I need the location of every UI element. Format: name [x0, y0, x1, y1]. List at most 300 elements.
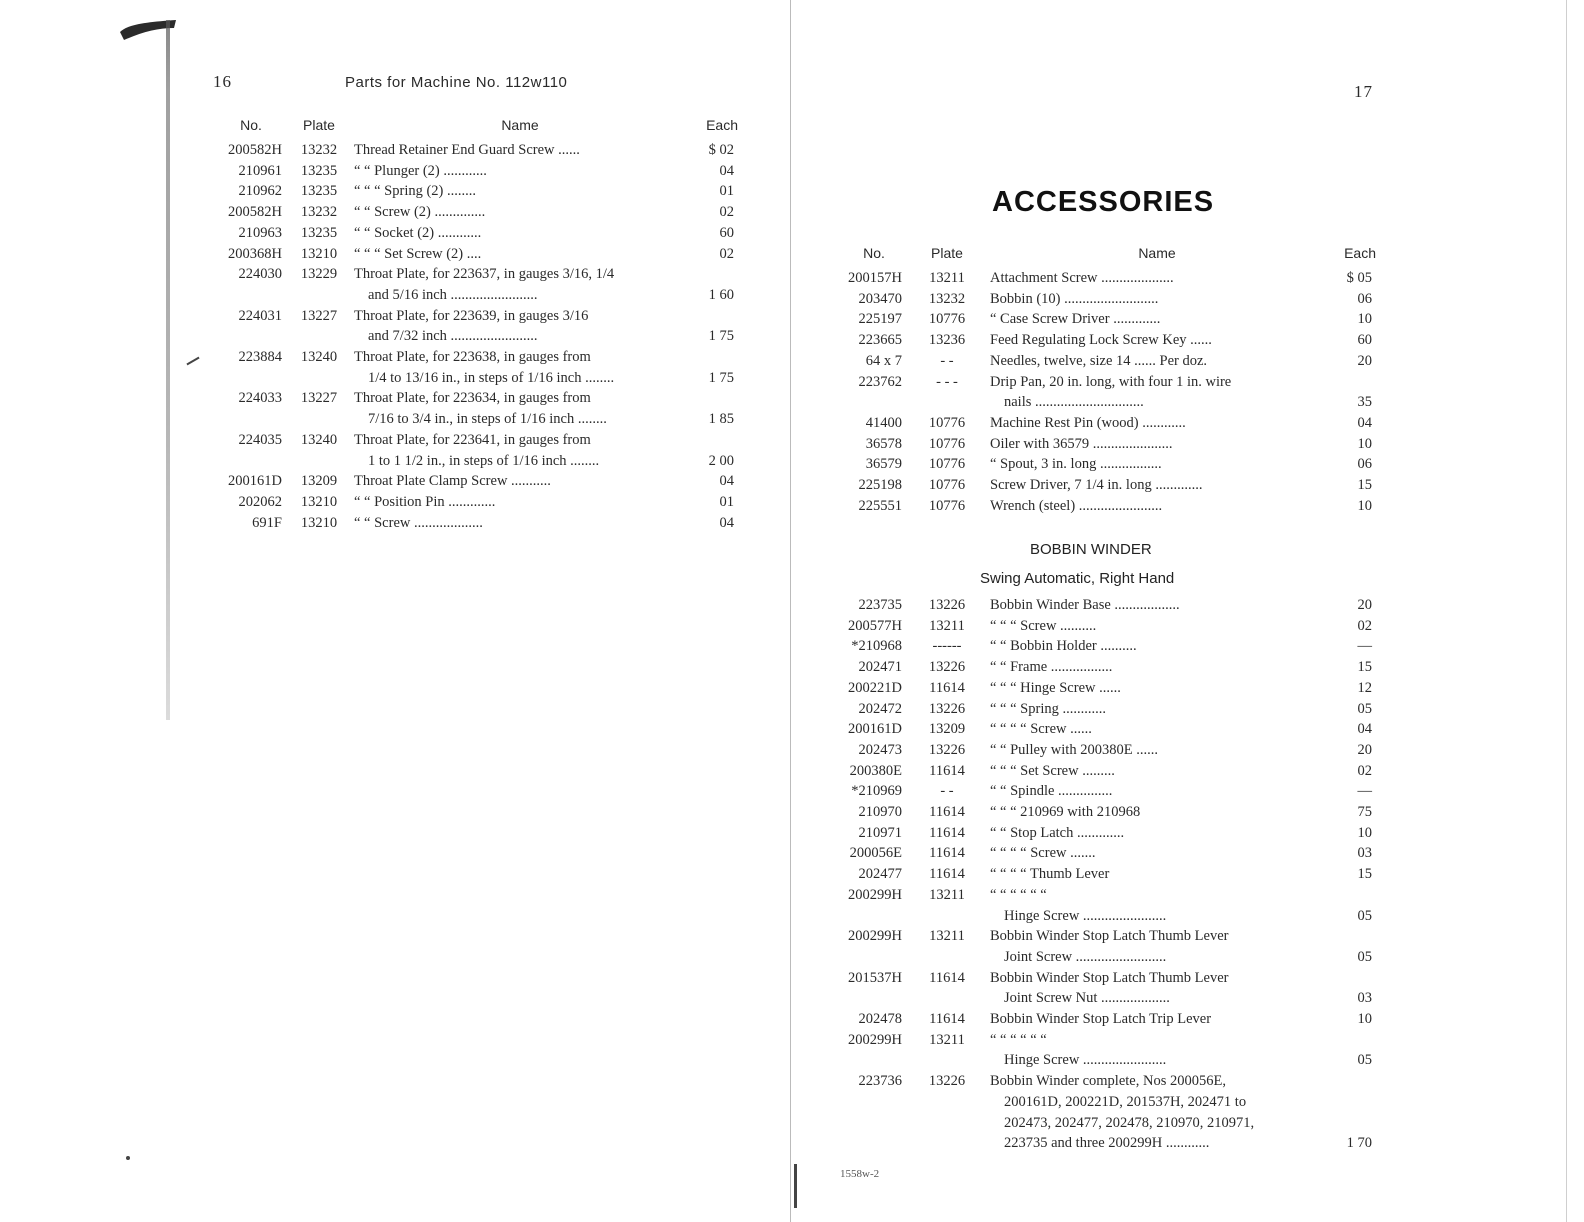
unit-price: 04 — [1357, 721, 1372, 738]
plate-number: 10776 — [928, 497, 966, 514]
part-number — [840, 906, 908, 927]
table-row — [840, 309, 1376, 330]
table-row — [214, 326, 738, 347]
unit-price — [690, 264, 738, 285]
part-name: Screw Driver, 7 1/4 in. long ............. — [990, 477, 1203, 494]
part-name: Wrench (steel) ....................... — [990, 497, 1163, 514]
plate-number: 11614 — [929, 866, 965, 883]
table-row — [840, 885, 1376, 906]
part-number — [840, 392, 908, 413]
bobbin-winder-title: BOBBIN WINDER — [1030, 541, 1152, 558]
part-number: 202472 — [858, 700, 902, 717]
plate-number — [288, 326, 350, 347]
part-number: 202473 — [858, 741, 902, 758]
part-number: 36578 — [865, 435, 902, 452]
part-name: “ Case Screw Driver ............. — [990, 311, 1161, 328]
part-name: Bobbin Winder complete, Nos 200056E, — [990, 1073, 1226, 1090]
part-name: Bobbin (10) .......................... — [990, 290, 1159, 307]
part-number — [214, 326, 288, 347]
part-name: 7/16 to 3/4 in., in steps of 1/16 inch ........ — [368, 411, 607, 428]
table-row — [840, 1133, 1376, 1154]
unit-price: 04 — [719, 162, 734, 179]
table-row — [840, 926, 1376, 947]
part-name: 202473, 202477, 202478, 210970, 210971, — [1004, 1114, 1255, 1131]
table-row — [214, 140, 738, 161]
unit-price: 15 — [1357, 866, 1372, 883]
unit-price: — — [1357, 638, 1372, 655]
binding-tick-mark — [794, 1164, 797, 1208]
part-number: *210968 — [851, 638, 902, 655]
part-number: 223665 — [858, 332, 902, 349]
table-row — [214, 471, 738, 492]
part-name: Feed Regulating Lock Screw Key ...... — [990, 332, 1212, 349]
part-number: *210969 — [851, 783, 902, 800]
unit-price — [690, 388, 738, 409]
part-number: 224033 — [238, 390, 282, 407]
unit-price — [1328, 1071, 1376, 1092]
part-number: 224035 — [238, 431, 282, 448]
table-row — [840, 616, 1376, 637]
unit-price: 1 75 — [708, 328, 734, 345]
unit-price — [1328, 1030, 1376, 1051]
col-header-plate: Plate — [931, 245, 963, 261]
bobbin-winder-subtitle: Swing Automatic, Right Hand — [980, 570, 1175, 587]
table-row — [214, 388, 738, 409]
part-number — [214, 368, 288, 389]
unit-price: 60 — [1357, 332, 1372, 349]
part-name: “ “ “ Set Screw (2) .... — [354, 245, 482, 262]
part-number — [840, 988, 908, 1009]
scan-dot-mark — [126, 1156, 130, 1160]
part-name: “ Spout, 3 in. long ................. — [990, 456, 1162, 473]
part-number — [840, 1133, 908, 1154]
table-row — [840, 781, 1376, 802]
table-row — [840, 1092, 1376, 1113]
plate-number: 13210 — [300, 514, 338, 531]
plate-number: 13226 — [928, 597, 966, 613]
unit-price: 10 — [1357, 824, 1372, 841]
col-header-each: Each — [706, 117, 738, 133]
part-name: Throat Plate Clamp Screw ........... — [354, 473, 551, 490]
table-row — [840, 392, 1376, 413]
plate-number: 13226 — [928, 659, 966, 676]
unit-price — [1328, 968, 1376, 989]
plate-number: 13226 — [928, 741, 966, 758]
part-number: 41400 — [865, 414, 902, 431]
table-row — [840, 636, 1376, 657]
table-row — [840, 843, 1376, 864]
left-page — [0, 0, 790, 1222]
part-number: 225198 — [858, 477, 902, 494]
unit-price: 20 — [1357, 597, 1372, 613]
parts-table — [214, 116, 738, 533]
unit-price: 10 — [1357, 311, 1372, 328]
table-row — [214, 223, 738, 244]
part-number: 225551 — [858, 497, 902, 514]
table-row — [214, 244, 738, 265]
table-row — [840, 454, 1376, 475]
table-row — [840, 823, 1376, 844]
unit-price: 06 — [1357, 290, 1372, 307]
plate-number: 11614 — [929, 762, 965, 779]
plate-number: 13210 — [300, 493, 338, 510]
plate-number: - - — [940, 783, 954, 800]
accessories-table — [840, 244, 1376, 516]
page-gutter-line — [790, 0, 791, 1222]
part-number: 200161D — [848, 721, 902, 738]
part-name: Throat Plate, for 223634, in gauges from — [354, 390, 591, 407]
part-number: 200299H — [848, 1031, 902, 1048]
plate-number — [908, 906, 986, 927]
part-number: 200161D — [228, 473, 282, 490]
part-number — [214, 285, 288, 306]
part-name: Hinge Screw ....................... — [1004, 1052, 1167, 1069]
part-name: “ “ “ Spring ............ — [990, 700, 1106, 717]
plate-number: 11614 — [929, 969, 965, 986]
part-number: 201537H — [848, 969, 902, 986]
table-row — [840, 740, 1376, 761]
table-row — [840, 413, 1376, 434]
part-name: “ “ Position Pin ............. — [354, 493, 496, 510]
part-number — [214, 409, 288, 430]
unit-price: 10 — [1357, 497, 1372, 514]
plate-number — [288, 451, 350, 472]
unit-price: 02 — [1357, 617, 1372, 634]
plate-number: 13211 — [929, 617, 965, 634]
table-row — [214, 306, 738, 327]
part-name: “ “ “ “ “ “ — [990, 1031, 1047, 1048]
part-name: Bobbin Winder Base .................. — [990, 597, 1180, 613]
part-number — [840, 947, 908, 968]
plate-number: 10776 — [928, 456, 966, 473]
unit-price: 05 — [1357, 1052, 1372, 1069]
unit-price — [1328, 926, 1376, 947]
plate-number: - - — [940, 352, 954, 369]
part-name: 223735 and three 200299H ............ — [1004, 1135, 1210, 1152]
part-name: Bobbin Winder Stop Latch Trip Lever — [990, 1011, 1212, 1028]
part-name: “ “ Socket (2) ............ — [354, 224, 482, 241]
plate-number: 13232 — [300, 142, 338, 158]
part-number: 200582H — [228, 142, 282, 158]
table-row — [840, 434, 1376, 455]
unit-price: 1 85 — [708, 411, 734, 428]
plate-number: 13232 — [928, 290, 966, 307]
plate-number: 10776 — [928, 311, 966, 328]
unit-price: — — [1357, 783, 1372, 800]
plate-number — [908, 1133, 986, 1154]
part-number: 64 x 7 — [865, 352, 902, 369]
plate-number: 13211 — [929, 928, 965, 945]
plate-number: ------ — [932, 638, 962, 655]
table-row — [840, 475, 1376, 496]
plate-number: 13211 — [929, 270, 965, 286]
part-number: 210970 — [858, 804, 902, 821]
page-number-right: 17 — [1354, 82, 1373, 101]
unit-price — [1328, 885, 1376, 906]
plate-number: 10776 — [928, 414, 966, 431]
table-row — [840, 268, 1376, 289]
plate-number — [908, 392, 986, 413]
table-row — [840, 906, 1376, 927]
table-row — [214, 202, 738, 223]
unit-price: 01 — [719, 493, 734, 510]
unit-price: 10 — [1357, 435, 1372, 452]
part-number: 200380E — [849, 762, 902, 779]
plate-number: 11614 — [929, 845, 965, 862]
plate-number — [288, 285, 350, 306]
table-row — [214, 430, 738, 451]
part-number: 210962 — [238, 183, 282, 200]
part-name: “ “ “ Hinge Screw ...... — [990, 679, 1121, 696]
plate-number: 13211 — [929, 886, 965, 903]
running-title: Parts for Machine No. 112w110 — [345, 74, 568, 91]
plate-number: 13235 — [300, 224, 338, 241]
unit-price: 05 — [1357, 700, 1372, 717]
part-name: and 5/16 inch ........................ — [368, 286, 538, 303]
table-row — [840, 761, 1376, 782]
part-name: “ “ “ “ Screw ....... — [990, 845, 1096, 862]
table-row — [840, 1050, 1376, 1071]
part-number — [840, 1113, 908, 1134]
plate-number: 13210 — [300, 245, 338, 262]
plate-number — [908, 1092, 986, 1113]
part-name: Needles, twelve, size 14 ...... Per doz. — [990, 352, 1208, 369]
plate-number: 13235 — [300, 162, 338, 179]
part-number: 225197 — [858, 311, 902, 328]
plate-number — [908, 988, 986, 1009]
part-number: 210961 — [238, 162, 282, 179]
plate-number: 13236 — [928, 332, 966, 349]
part-name: Bobbin Winder Stop Latch Thumb Lever — [990, 928, 1229, 945]
parts-table-body — [214, 140, 738, 533]
col-header-each: Each — [1344, 245, 1376, 261]
table-row — [840, 657, 1376, 678]
unit-price: 04 — [1357, 414, 1372, 431]
plate-number: 13235 — [300, 183, 338, 200]
table-row — [840, 496, 1376, 517]
unit-price: 35 — [1357, 394, 1372, 411]
part-number: 223735 — [858, 597, 902, 613]
table-row — [840, 289, 1376, 310]
part-name: Throat Plate, for 223641, in gauges from — [354, 431, 591, 448]
unit-price: 04 — [719, 514, 734, 531]
part-number: 202471 — [858, 659, 902, 676]
part-number: 200056E — [849, 845, 902, 862]
part-name: “ “ Screw ................... — [354, 514, 483, 531]
part-name: Oiler with 36579 ...................... — [990, 435, 1173, 452]
table-row — [214, 285, 738, 306]
unit-price — [690, 430, 738, 451]
part-number: 224031 — [238, 307, 282, 324]
part-number: 210963 — [238, 224, 282, 241]
plate-number: 13240 — [300, 431, 338, 448]
unit-price: 20 — [1357, 352, 1372, 369]
table-row — [840, 802, 1376, 823]
part-name: “ “ “ Set Screw ......... — [990, 762, 1115, 779]
table-row — [840, 968, 1376, 989]
col-header-name: Name — [1138, 245, 1176, 261]
plate-number — [288, 368, 350, 389]
plate-number: 13209 — [300, 473, 338, 490]
part-number: 223736 — [858, 1073, 902, 1090]
unit-price — [690, 347, 738, 368]
plate-number: 13226 — [928, 1073, 966, 1090]
table-row — [840, 1030, 1376, 1051]
table-row — [840, 988, 1376, 1009]
part-name: “ “ Stop Latch ............. — [990, 824, 1125, 841]
unit-price — [1328, 372, 1376, 393]
part-name: “ “ Pulley with 200380E ...... — [990, 741, 1158, 758]
right-page — [792, 0, 1584, 1222]
part-number: 223762 — [858, 373, 902, 390]
part-number — [840, 1092, 908, 1113]
part-name: Throat Plate, for 223637, in gauges 3/16, 1/4 — [354, 266, 615, 283]
table-row — [840, 678, 1376, 699]
table-row — [214, 409, 738, 430]
part-number: 200577H — [848, 617, 902, 634]
unit-price: 02 — [1357, 762, 1372, 779]
unit-price: 1 70 — [1346, 1135, 1372, 1152]
col-header-plate: Plate — [303, 117, 335, 133]
unit-price: 12 — [1357, 679, 1372, 696]
part-name: Bobbin Winder Stop Latch Thumb Lever — [990, 969, 1229, 986]
pencil-tick-mark — [186, 357, 199, 366]
unit-price: 1 75 — [708, 369, 734, 386]
part-name: 1 to 1 1/2 in., in steps of 1/16 inch ........ — [368, 452, 600, 469]
part-name: “ “ “ “ Thumb Lever — [990, 866, 1110, 883]
table-row — [214, 161, 738, 182]
part-number: 36579 — [865, 456, 902, 473]
plate-number: 11614 — [929, 679, 965, 696]
unit-price: $ 05 — [1346, 270, 1372, 286]
table-row — [214, 492, 738, 513]
table-row — [214, 264, 738, 285]
plate-number: 11614 — [929, 804, 965, 821]
part-name: Drip Pan, 20 in. long, with four 1 in. wire — [990, 373, 1232, 390]
part-name: “ “ “ Spring (2) ........ — [354, 183, 477, 200]
part-number: 224030 — [238, 266, 282, 283]
bobbin-winder-table-body — [840, 595, 1376, 1154]
unit-price: 75 — [1357, 804, 1372, 821]
part-name: “ “ Bobbin Holder .......... — [990, 638, 1137, 655]
unit-price: 1 60 — [708, 286, 734, 303]
part-name: Joint Screw Nut ................... — [1004, 990, 1170, 1007]
part-number — [840, 1050, 908, 1071]
part-name: Throat Plate, for 223639, in gauges 3/16 — [354, 307, 589, 324]
plate-number — [908, 1050, 986, 1071]
unit-price: 05 — [1357, 948, 1372, 965]
table-row — [214, 181, 738, 202]
part-name: “ “ “ Screw .......... — [990, 617, 1097, 634]
plate-number: 11614 — [929, 1011, 965, 1028]
col-header-name: Name — [501, 117, 539, 133]
part-number: 691F — [252, 514, 282, 531]
table-header-row — [840, 244, 1376, 268]
unit-price: 01 — [719, 183, 734, 200]
part-number: 200221D — [848, 679, 902, 696]
part-name: 200161D, 200221D, 201537H, 202471 to — [1004, 1093, 1247, 1110]
part-number: 200157H — [848, 270, 902, 286]
table-row — [214, 347, 738, 368]
part-name: “ “ Screw (2) .............. — [354, 204, 486, 221]
table-row — [840, 330, 1376, 351]
table-row — [840, 947, 1376, 968]
page-number-left: 16 — [213, 72, 232, 91]
plate-number: 13229 — [300, 266, 338, 283]
part-name: “ “ Frame ................. — [990, 659, 1113, 676]
table-row — [840, 1071, 1376, 1092]
unit-price: 15 — [1357, 477, 1372, 494]
plate-number: 13232 — [300, 204, 338, 221]
unit-price: 02 — [719, 245, 734, 262]
part-name: “ “ “ “ “ “ — [990, 886, 1047, 903]
table-row — [840, 864, 1376, 885]
part-name: Hinge Screw ....................... — [1004, 907, 1167, 924]
part-name: and 7/32 inch ........................ — [368, 328, 538, 345]
accessories-table-body — [840, 268, 1376, 516]
part-number: 210971 — [858, 824, 902, 841]
table-row — [840, 699, 1376, 720]
unit-price: 15 — [1357, 659, 1372, 676]
plate-number — [908, 1113, 986, 1134]
plate-number: 13211 — [929, 1031, 965, 1048]
table-row — [840, 595, 1376, 616]
part-number: 202477 — [858, 866, 902, 883]
part-number: 200582H — [228, 204, 282, 221]
table-row — [214, 368, 738, 389]
part-name: “ “ “ 210969 with 210968 — [990, 804, 1141, 821]
col-header-no: No. — [240, 117, 262, 133]
table-row — [840, 372, 1376, 393]
part-name: “ “ Plunger (2) ............ — [354, 162, 487, 179]
bobbin-winder-table — [840, 595, 1376, 1154]
part-number: 200299H — [848, 928, 902, 945]
unit-price: 10 — [1357, 1011, 1372, 1028]
unit-price: 02 — [719, 204, 734, 221]
plate-number: 13209 — [928, 721, 966, 738]
plate-number: 11614 — [929, 824, 965, 841]
col-header-no: No. — [863, 245, 885, 261]
part-name: Thread Retainer End Guard Screw ...... — [354, 142, 580, 158]
part-name: Joint Screw ......................... — [1004, 948, 1167, 965]
part-name: “ “ “ “ Screw ...... — [990, 721, 1092, 738]
table-row — [214, 451, 738, 472]
unit-price: 05 — [1357, 907, 1372, 924]
part-number: 200368H — [228, 245, 282, 262]
table-header-row — [214, 116, 738, 140]
part-number: 223884 — [238, 349, 282, 366]
part-number: 203470 — [858, 290, 902, 307]
part-number — [214, 451, 288, 472]
footer-code: 1558w-2 — [840, 1168, 880, 1180]
unit-price: 03 — [1357, 990, 1372, 1007]
plate-number: 13226 — [928, 700, 966, 717]
part-name: nails .............................. — [1004, 394, 1144, 411]
plate-number: - - - — [936, 373, 958, 390]
plate-number: 10776 — [928, 435, 966, 452]
part-name: “ “ Spindle ............... — [990, 783, 1113, 800]
plate-number: 10776 — [928, 477, 966, 494]
part-number: 202478 — [858, 1011, 902, 1028]
part-name: Throat Plate, for 223638, in gauges from — [354, 349, 591, 366]
unit-price: 2 00 — [708, 452, 734, 469]
unit-price — [1328, 1113, 1376, 1134]
unit-price — [690, 306, 738, 327]
part-name: Machine Rest Pin (wood) ............ — [990, 414, 1186, 431]
plate-number: 13240 — [300, 349, 338, 366]
table-row — [840, 351, 1376, 372]
unit-price: 20 — [1357, 741, 1372, 758]
